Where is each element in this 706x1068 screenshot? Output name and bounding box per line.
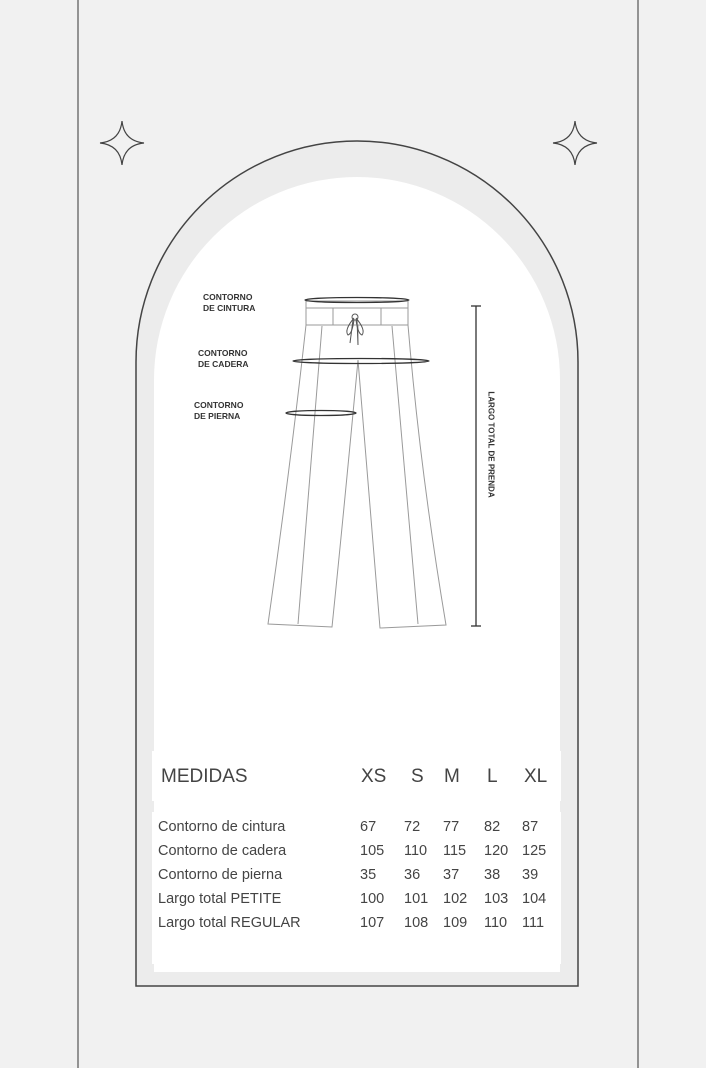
row-label: Contorno de pierna	[158, 867, 283, 883]
cell-l: 103	[484, 891, 509, 907]
cell-s: 36	[404, 867, 421, 883]
hip-label	[198, 348, 278, 370]
pants-outline	[268, 301, 446, 628]
leg-label-line-1: CONTORNO	[194, 400, 244, 410]
hip-label-line-1: CONTORNO	[198, 348, 248, 358]
cell-xl: 125	[522, 843, 547, 859]
waist-label-line-2: DE CINTURA	[203, 303, 256, 313]
table-row	[158, 843, 558, 867]
table-row	[158, 867, 558, 891]
seam-left	[298, 326, 322, 624]
cell-m: 77	[443, 819, 460, 835]
table-row	[158, 915, 558, 939]
row-label: Contorno de cadera	[158, 843, 287, 859]
leg-measure-line	[286, 411, 356, 416]
cell-l: 38	[484, 867, 501, 883]
waist-label-line-1: CONTORNO	[203, 292, 253, 302]
cell-s: 72	[404, 819, 421, 835]
cell-s: 108	[404, 915, 429, 931]
row-label: Largo total REGULAR	[158, 915, 301, 931]
hip-measure-line	[293, 359, 429, 364]
cell-xs: 100	[360, 891, 385, 907]
cell-l: 120	[484, 843, 509, 859]
size-header-xl: XL	[524, 766, 548, 787]
drawstring	[347, 314, 363, 345]
total-length-measure	[471, 306, 481, 626]
seam-right	[392, 326, 418, 624]
cell-m: 37	[443, 867, 460, 883]
size-header-xs: XS	[361, 766, 387, 787]
cell-l: 110	[484, 915, 508, 931]
table-row	[158, 819, 558, 843]
hip-label-line-2: DE CADERA	[198, 359, 249, 369]
waist-label	[203, 292, 283, 314]
leg-label	[194, 400, 274, 422]
cell-s: 101	[404, 891, 429, 907]
leg-label-line-2: DE PIERNA	[194, 411, 241, 421]
cell-s: 110	[404, 843, 428, 859]
cell-xl: 87	[522, 819, 539, 835]
cell-xs: 107	[360, 915, 385, 931]
cell-xl: 39	[522, 867, 539, 883]
size-header-m: M	[444, 766, 460, 787]
cell-xl: 111	[522, 915, 545, 931]
cell-m: 115	[443, 843, 467, 859]
cell-l: 82	[484, 819, 501, 835]
waist-measure-line	[305, 298, 409, 303]
cell-m: 109	[443, 915, 468, 931]
row-label: Contorno de cintura	[158, 819, 286, 835]
cell-xs: 67	[360, 819, 377, 835]
size-header-s: S	[411, 766, 424, 787]
cell-xl: 104	[522, 891, 547, 907]
cell-xs: 105	[360, 843, 385, 859]
total-length-label: LARGO TOTAL DE PRENDA	[486, 391, 496, 498]
cell-m: 102	[443, 891, 468, 907]
table-row	[158, 891, 558, 915]
size-header-l: L	[487, 766, 498, 787]
cell-xs: 35	[360, 867, 377, 883]
table-title: MEDIDAS	[161, 766, 248, 787]
row-label: Largo total PETITE	[158, 891, 282, 907]
